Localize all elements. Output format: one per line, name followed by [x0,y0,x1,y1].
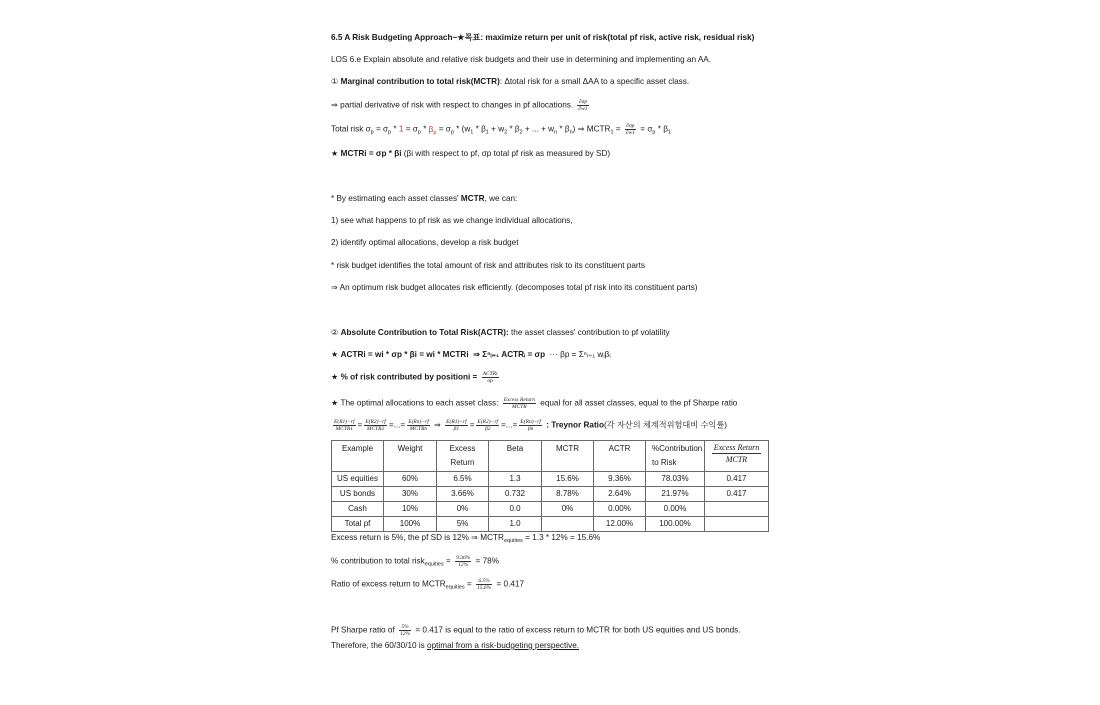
example-contribution-line: % contribution to total risk$_{equities}$ = $\frac{9.36\%}{12\%}$ = 78% [331,555,499,568]
table-header: ACTR [594,441,646,472]
optimal-conclusion: Therefore, the 60/30/10 is optimal from a risk-budgeting perspective. [331,641,580,650]
section-title: 6.5 A Risk Budgeting Approach~★목표: maximize return per unit of risk(total pf risk, active risk, residual risk) [331,33,755,42]
list-item: 2) identify optimal allocations, develop a risk budget [331,238,519,247]
mctr-key-formula: ★ MCTRi = σp * βi (βi with respect to pf, σp total pf risk as measured by SD) [331,149,611,158]
table-header: MCTR [542,441,594,472]
sharpe-conclusion: Pf Sharpe ratio of $\frac{5\%}{12\%}$ = 0.417 is equal to the ratio of excess return to MCTR for both US equities and US bonds. [331,624,741,637]
partial-fraction: $\frac{\partial\sigma p}{\partial w1}$ [578,99,588,112]
table-row: Total pf 100% 5% 1.0 12.00% 100.00% [332,517,769,532]
beta-p-highlight: $\beta_p$ [428,124,437,136]
treynor-line: $\frac{E(R1)-rf}{\text{MCTR1}}$ = $\frac{E(R2)-rf}{\text{MCTR2}}$ =...= $\frac{E(Rn)-rf}{\text{MCTRn}}$ ⇒ $\frac{E(R1)-rf}{\beta 1}$ = $\frac{E(R2)-rf}{\beta 2}$ =...= $\frac{E(Rn)-rf}{\beta n}$ : Treynor Ratio(각 자산의 체계적위험대비 수익률) [334,419,727,432]
star-icon: ★ [457,33,465,42]
table-row: Cash 10% 0% 0.0 0% 0.00% 0.00% [332,502,769,517]
table-header-row [332,441,769,472]
total-risk-formula: Total risk $\sigma_p = \sigma_p * 1 = \sigma_p * \beta_p = \sigma_p * (w_1 * \beta_1 + w_2 * \beta_2$ + ... + $w_n * \beta_n$) ⇒ $MCTR_1$ = $\frac{\partial\sigma p}{\partial w1}$ = $\sigma_p * \beta_1$ [331,123,671,136]
table-header: Beta [489,441,542,472]
table-header: Weight [384,441,437,472]
list-item: 1) see what happens to pf risk as we change individual allocations, [331,216,573,225]
actr-formula: ★ ACTRi = wi * σp * βi = wi * MCTRi ⇒ Σⁿᵢ₌₁ ACTRᵢ = σp ··· βp = Σⁿᵢ₌₁ wᵢβᵢ [331,350,611,359]
estimating-intro: * By estimating each asset classes' MCTR, we can: [331,194,518,203]
star-icon: ★ [331,350,339,359]
pct-risk-formula: ★ % of risk contributed by positioni = $\frac{\text{ACTRi}}{\sigma p}$ [331,371,498,384]
los-statement: LOS 6.e Explain absolute and relative risk budgets and their use in determining and implementing an AA. [331,55,712,64]
table-row: US equities 60% 6.5% 1.3 15.6% 9.36% 78.03% 0.417 [332,472,769,487]
mctr-heading: ① Marginal contribution to total risk(MCTR): Δtotal risk for a small ΔAA to a specific asset class. [331,77,690,86]
example-ratio-line: Ratio of excess return to $MCTR_{equities}$ = $\frac{6.5\%}{15.6\%}$ = 0.417 [331,578,525,591]
optimal-allocation-line: ★ The optimal allocations to each asset class: $\frac{\text{Excess Return}}{\text{MCTR}}$ equal for all asset classes, equal to the pf Sharpe ratio [331,397,738,410]
partial-derivative-line: ⇒ partial derivative of risk with respect to changes in pf allocations. $\frac{\partial\sigma p}{\partial w1}$ [331,99,588,112]
example-mctr-line: Excess return is 5%, the pf SD is 12% ⇒ $MCTR_{equities} = 1.3 * 12\% = 15.6\%$ [331,533,601,544]
risk-budget-table [331,440,769,532]
star-icon: ★ [331,398,339,408]
table-header-ratio: Excess Return MCTR [705,441,769,472]
star-icon: ★ [331,149,339,158]
table-row: US bonds 30% 3.66% 0.732 8.78% 2.64% 21.97% 0.417 [332,487,769,502]
risk-budget-note: * risk budget identifies the total amount of risk and attributes risk to its constituent parts [331,261,646,270]
actr-heading: ② Absolute Contribution to Total Risk(ACTR): the asset classes' contribution to pf volatility [331,328,670,337]
table-header: Example [332,441,384,472]
table-header: Excess Return [437,441,489,472]
table-header: %Contribution to Risk [646,441,705,472]
risk-budget-conclusion: ⇒ An optimum risk budget allocates risk efficiently. (decomposes total pf risk into its constituent parts) [331,283,698,292]
star-icon: ★ [331,372,339,382]
